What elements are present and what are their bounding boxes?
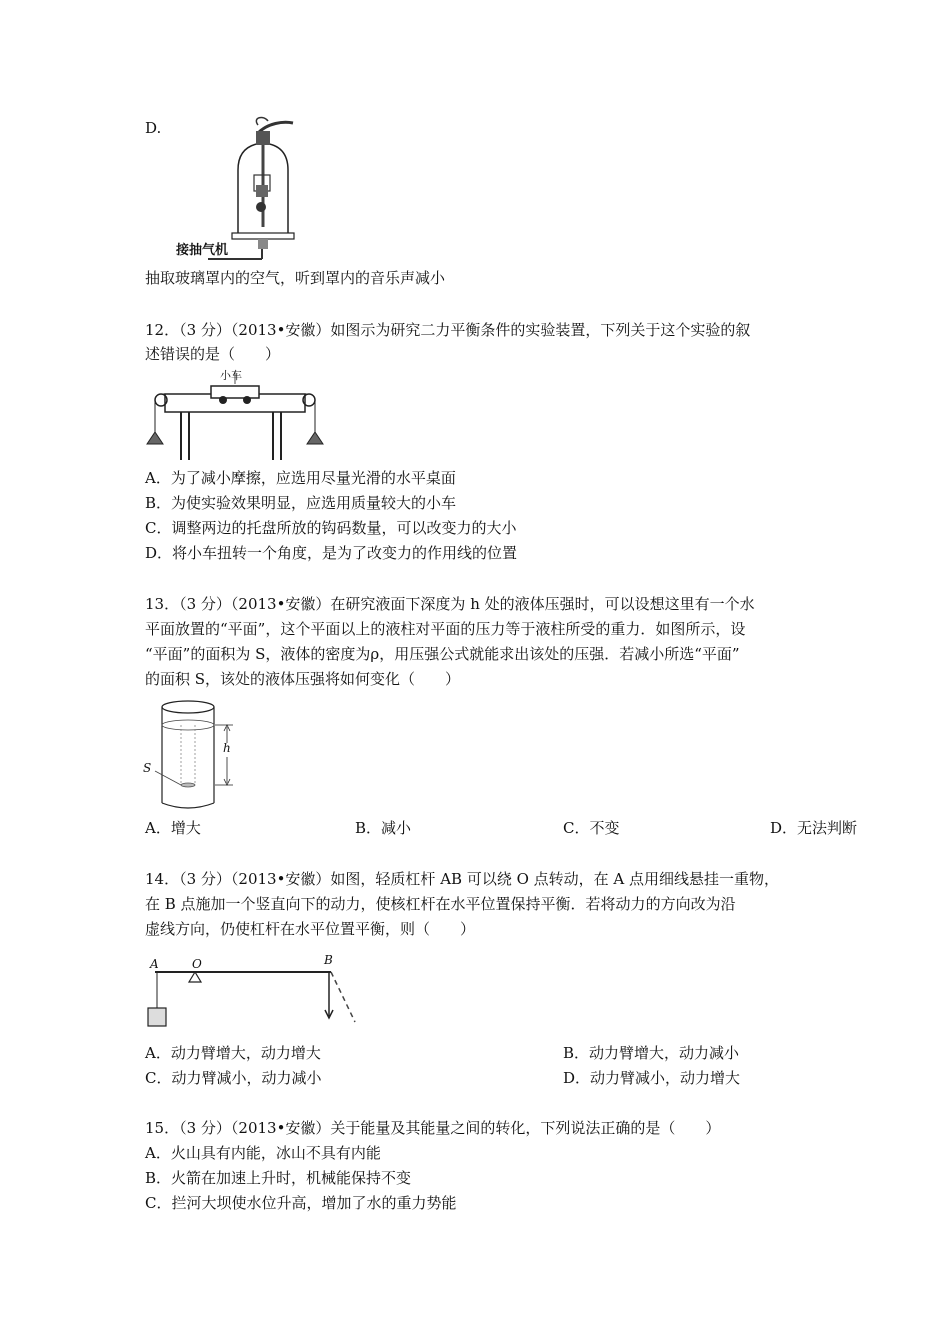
q13-option-a: A．增大 xyxy=(145,819,201,837)
q13-option-d: D．无法判断 xyxy=(770,819,858,837)
q14-option-a: A．动力臂增大，动力增大 xyxy=(145,1044,321,1062)
q12-option-c: C．调整两边的托盘所放的钩码数量，可以改变力的大小 xyxy=(145,519,517,537)
q13-stem-line2: 平面放置的“平面”，这个平面以上的液柱对平面的压力等于液柱所受的重力．如图所示，设 xyxy=(145,620,746,638)
q13-figure-s: S xyxy=(143,761,152,775)
q11-figure-label: 接抽气机 xyxy=(176,243,229,258)
q15-option-c: C．拦河大坝使水位升高，增加了水的重力势能 xyxy=(145,1194,457,1212)
q11-option-d-label: D. xyxy=(145,119,162,137)
q13-figure-h: h xyxy=(223,741,231,755)
q14-option-c: C．动力臂减小，动力减小 xyxy=(145,1069,322,1087)
q13-stem-line4: 的面积 S，该处的液体压强将如何变化（ ） xyxy=(145,670,461,688)
q12-option-d: D．将小车扭转一个角度，是为了改变力的作用线的位置 xyxy=(145,544,518,562)
q14-stem-line1: 14．（3 分）（2013•安徽）如图，轻质杠杆 AB 可以绕 O 点转动，在 A 点用细线悬挂一重物， xyxy=(145,870,780,888)
q15-stem-line1: 15．（3 分）（2013•安徽）关于能量及其能量之间的转化，下列说法正确的是（ ） xyxy=(145,1119,721,1137)
q12-figure-label: 小车 xyxy=(220,369,242,382)
q12-stem-line2: 述错误的是（ ） xyxy=(145,345,281,363)
q12-option-a: A．为了减小摩擦，应选用尽量光滑的水平桌面 xyxy=(145,469,456,487)
q13-stem-line1: 13．（3 分）（2013•安徽）在研究液面下深度为 h 处的液体压强时，可以设想这里有一个水 xyxy=(145,595,755,613)
q11-option-d-caption: 抽取玻璃罩内的空气，听到罩内的音乐声减小 xyxy=(145,269,446,287)
q14-figure-o: O xyxy=(192,957,202,971)
q13-stem-line3: “平面”的面积为 S，液体的密度为ρ，用压强公式就能求出该处的压强．若减小所选“平面” xyxy=(145,645,740,663)
q14-stem-line3: 虚线方向，仍使杠杆在水平位置平衡，则（ ） xyxy=(145,920,476,938)
q12-option-b: B．为使实验效果明显，应选用质量较大的小车 xyxy=(145,494,457,512)
q14-stem-line2: 在 B 点施加一个竖直向下的动力，使核杠杆在水平位置保持平衡．若将动力的方向改为沿 xyxy=(145,895,736,913)
q14-option-d: D．动力臂减小，动力增大 xyxy=(563,1069,741,1087)
q15-option-a: A．火山具有内能，冰山不具有内能 xyxy=(145,1144,381,1162)
q14-figure-b: B xyxy=(324,953,333,967)
q15-option-b: B．火箭在加速上升时，机械能保持不变 xyxy=(145,1169,412,1187)
q14-figure-a: A xyxy=(150,957,159,971)
q13-option-b: B．减小 xyxy=(355,819,412,837)
q14-option-b: B．动力臂增大，动力减小 xyxy=(563,1044,740,1062)
q13-option-c: C．不变 xyxy=(563,819,620,837)
q12-stem-line1: 12．（3 分）（2013•安徽）如图示为研究二力平衡条件的实验装置，下列关于这个实验的叙 xyxy=(145,321,751,339)
